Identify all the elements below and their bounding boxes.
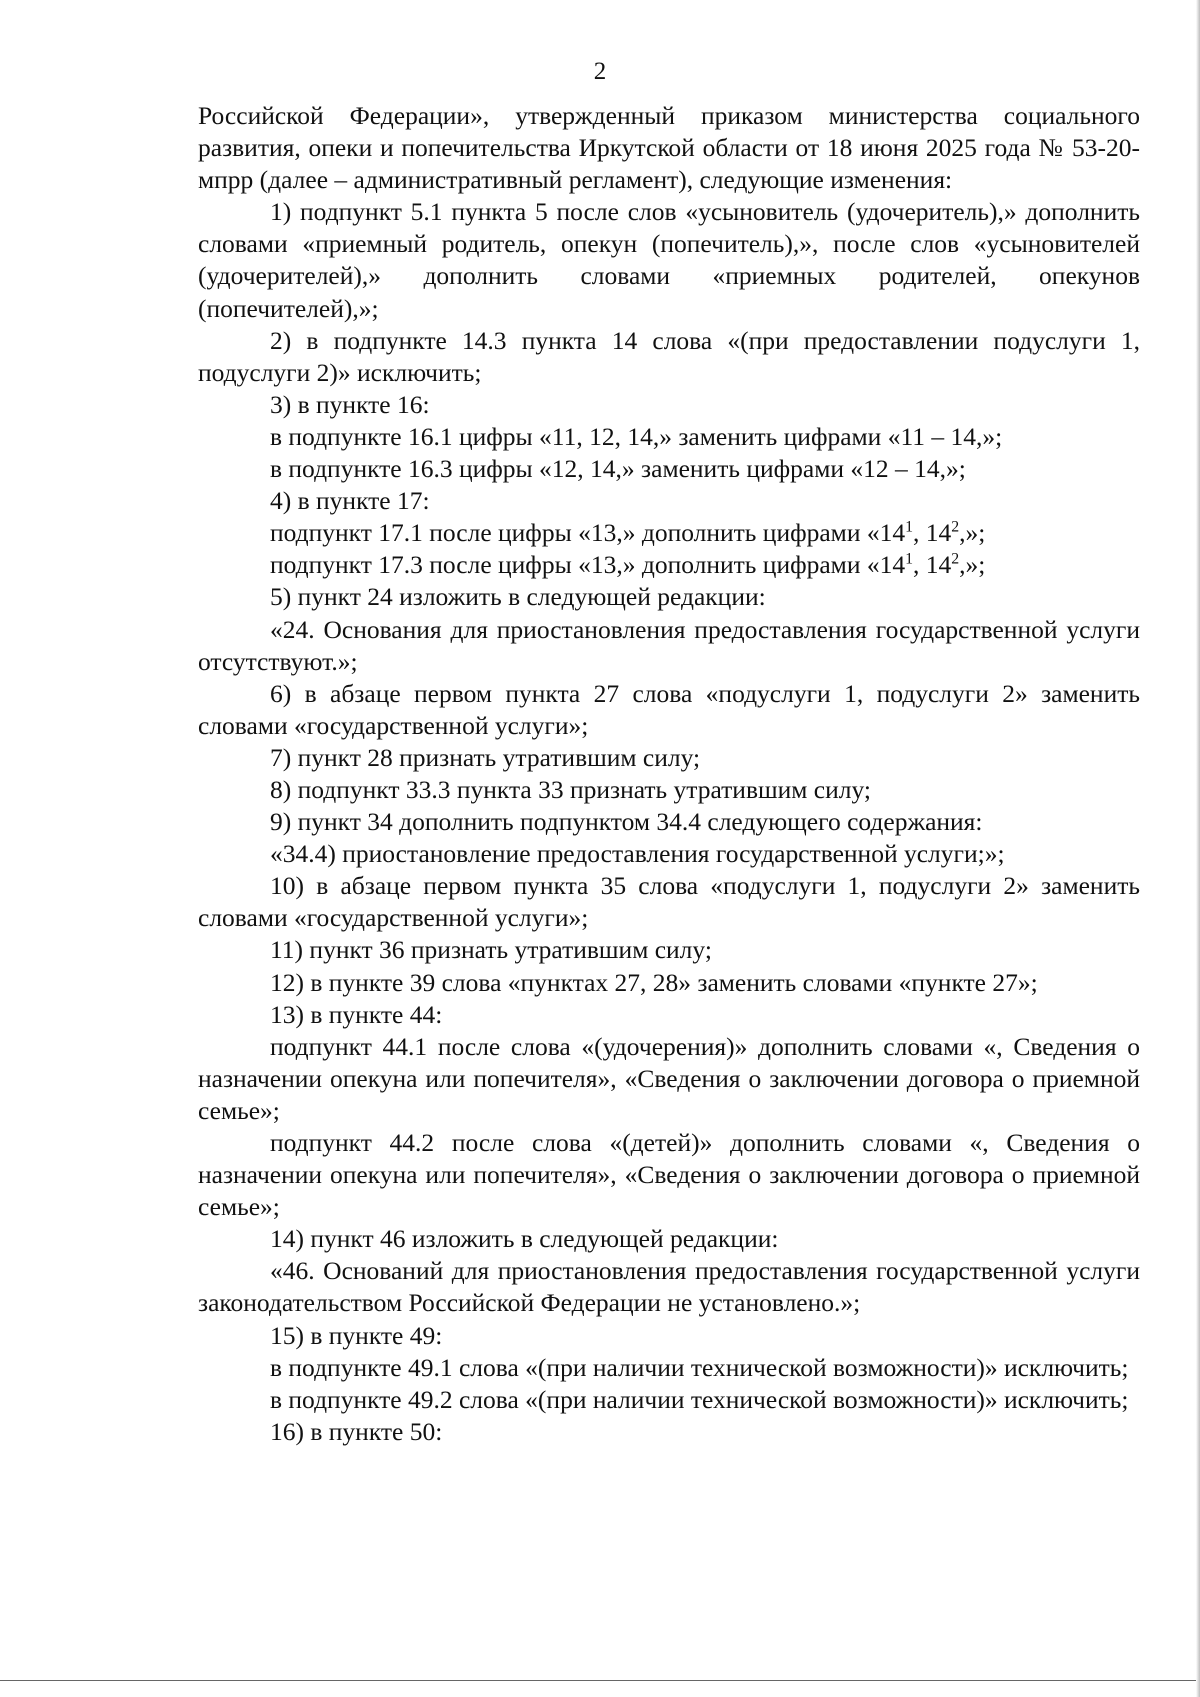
- page-bottom-rule: [0, 1680, 1200, 1681]
- paragraph-p8-before: подпункт 17.3 после цифры «13,» дополнить цифрами «14: [270, 550, 906, 580]
- paragraph-p14: 9) пункт 34 дополнить подпунктом 34.4 следующего содержания:: [270, 807, 983, 837]
- paragraph-p16: 10) в абзаце первом пункта 35 слова «подуслуги 1, подуслуги 2» заменить словами «государственной услуги»;: [198, 871, 1140, 933]
- paragraph-p9: 5) пункт 24 изложить в следующей редакции:: [270, 582, 766, 612]
- paragraph-p5: в подпункте 16.3 цифры «12, 14,» заменить цифрами «12 – 14,»;: [270, 454, 966, 484]
- paragraph-p8: [198, 549, 1140, 581]
- paragraph-p18: 12) в пункте 39 слова «пунктах 27, 28» заменить словами «пункте 27»;: [270, 967, 1038, 997]
- paragraph-p7-sup1: 1: [905, 518, 913, 536]
- paragraph-p11: 6) в абзаце первом пункта 27 слова «подуслуги 1, подуслуги 2» заменить словами «государственной услуги»;: [198, 678, 1140, 740]
- paragraph-p7-before: подпункт 17.1 после цифры «13,» дополнить цифрами «14: [270, 518, 906, 548]
- paragraph-p19: 13) в пункте 44:: [270, 999, 443, 1029]
- paragraph-p22: 14) пункт 46 изложить в следующей редакции:: [270, 1224, 779, 1254]
- paragraph-p0: Российской Федерации», утвержденный приказом министерства социального развития, опеки и попечительства Иркутской области от 18 июня 2025 года № 53-20-мпрр (далее – административный регламент), следующие изменения:: [198, 101, 1140, 195]
- paragraph-p8-sup1: 1: [905, 550, 913, 568]
- paragraph-p20: подпункт 44.1 после слова «(удочерения)» дополнить словами «, Сведения о назначении опекуна или попечителя», «Сведения о заключении договора о приемной семье»;: [198, 1031, 1140, 1125]
- paragraph-p13: 8) подпункт 33.3 пункта 33 признать утратившим силу;: [270, 774, 871, 804]
- paragraph-p27: 16) в пункте 50:: [270, 1416, 443, 1446]
- paragraph-p25: в подпункте 49.1 слова «(при наличии технической возможности)» исключить;: [270, 1352, 1129, 1382]
- paragraph-p8-sup2: 2: [951, 550, 960, 568]
- paragraph-p10: «24. Основания для приостановления предоставления государственной услуги отсутствуют.»;: [198, 614, 1140, 676]
- paragraph-p7: [198, 517, 1140, 549]
- scan-right-edge-shadow: [1196, 0, 1200, 1697]
- page-number: 2: [593, 58, 607, 85]
- paragraph-p12: 7) пункт 28 признать утратившим силу;: [270, 742, 701, 772]
- paragraph-p3: 3) в пункте 16:: [270, 389, 430, 419]
- paragraph-p23: «46. Оснований для приостановления предоставления государственной услуги законодательством Российской Федерации не установлено.»;: [198, 1256, 1140, 1318]
- paragraph-p24: 15) в пункте 49:: [270, 1320, 443, 1350]
- paragraph-p7-mid: , 14: [913, 518, 952, 548]
- paragraph-p2: 2) в подпункте 14.3 пункта 14 слова «(при предоставлении подуслуги 1, подуслуги 2)» исключить;: [198, 325, 1140, 387]
- paragraph-p7-sup2: 2: [951, 518, 960, 536]
- paragraph-p8-mid: , 14: [913, 550, 952, 580]
- paragraph-p17: 11) пункт 36 признать утратившим силу;: [270, 935, 712, 965]
- paragraph-p8-after: ,»;: [959, 550, 986, 580]
- paragraph-p1: 1) подпункт 5.1 пункта 5 после слов «усыновитель (удочеритель),» дополнить словами «приемный родитель, опекун (попечитель),», после слов «усыновителей (удочерителей),» дополнить словами «приемных родителей, опекунов (попечителей),»;: [198, 197, 1140, 323]
- paragraph-p21: подпункт 44.2 после слова «(детей)» дополнить словами «, Сведения о назначении опекуна или попечителя», «Сведения о заключении договора о приемной семье»;: [198, 1128, 1140, 1222]
- document-body: [198, 100, 1140, 1448]
- paragraph-p7-after: ,»;: [959, 518, 986, 548]
- paragraph-p4: в подпункте 16.1 цифры «11, 12, 14,» заменить цифрами «11 – 14,»;: [270, 421, 1003, 451]
- paragraph-p6: 4) в пункте 17:: [270, 486, 430, 516]
- paragraph-p15: «34.4) приостановление предоставления государственной услуги;»;: [270, 839, 1005, 869]
- paragraph-p26: в подпункте 49.2 слова «(при наличии технической возможности)» исключить;: [270, 1384, 1129, 1414]
